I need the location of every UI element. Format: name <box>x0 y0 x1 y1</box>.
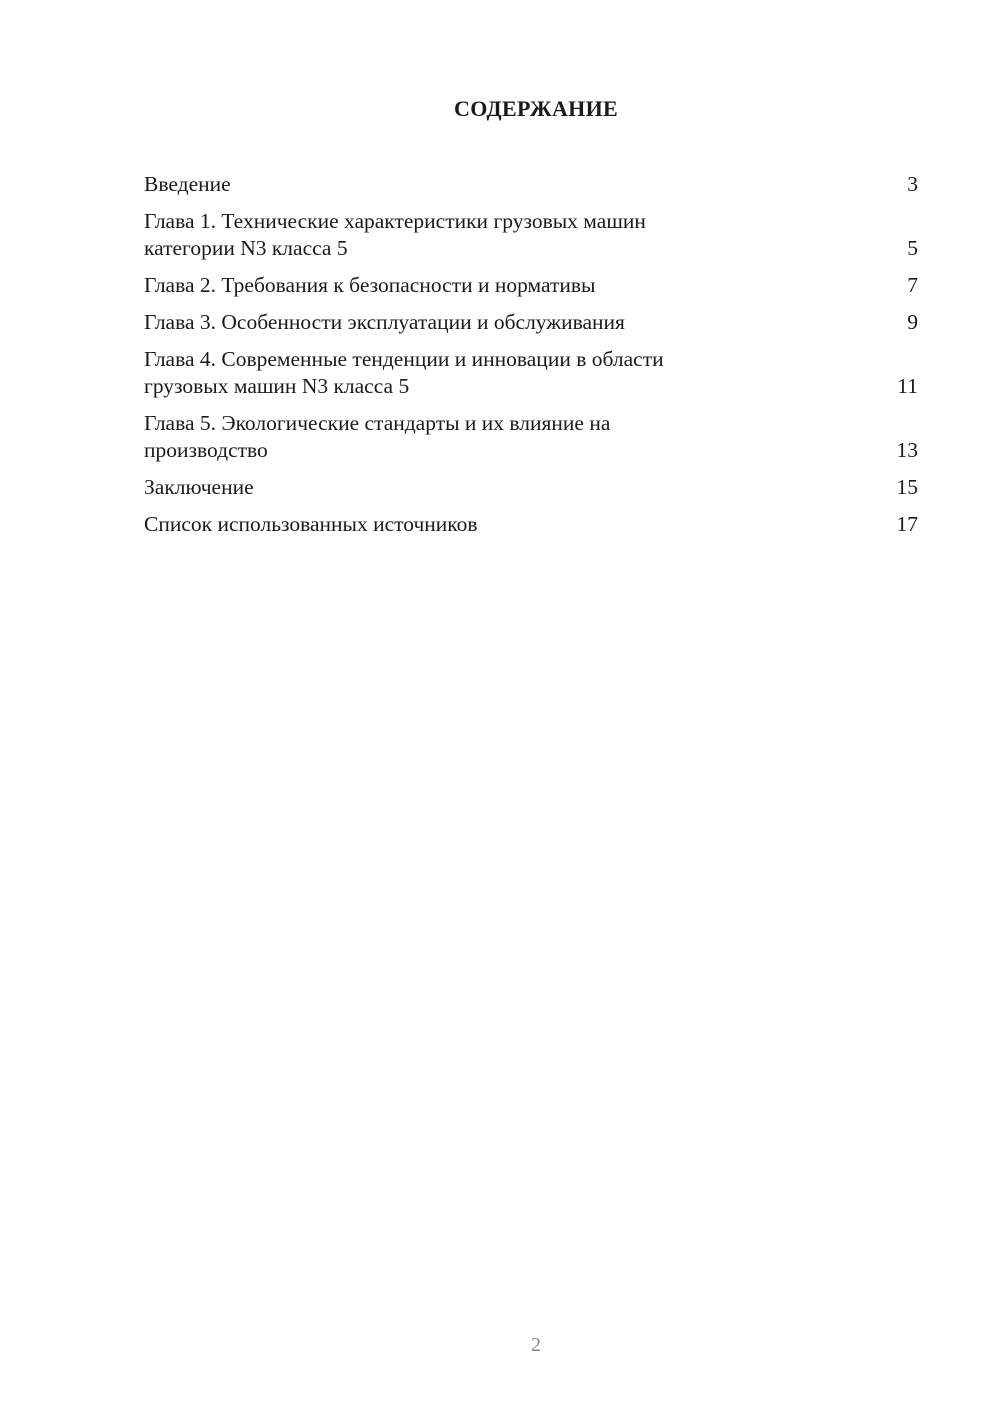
toc-title: СОДЕРЖАНИЕ <box>454 96 618 121</box>
toc-entry-chapter-3 <box>144 309 918 336</box>
toc-entry-page: 11 <box>897 374 918 398</box>
toc-entry-label: Глава 5. Экологические стандарты и их влияние на производство <box>144 411 611 462</box>
toc-entry-page: 7 <box>907 273 918 297</box>
toc-entry-label: Глава 1. Технические характеристики грузовых машин категории N3 класса 5 <box>144 209 646 260</box>
toc-entry-label: Глава 4. Современные тенденции и инновации в области грузовых машин N3 класса 5 <box>144 347 664 398</box>
toc-entry-label: Глава 3. Особенности эксплуатации и обслуживания <box>144 310 625 334</box>
toc-entry-page: 13 <box>896 438 918 462</box>
toc-entry-references <box>144 511 918 538</box>
toc-entry-chapter-2 <box>144 272 918 299</box>
toc-entry-label: Список использованных источников <box>144 512 478 536</box>
toc-entry-conclusion <box>144 474 918 501</box>
toc-entry-label: Введение <box>144 172 231 196</box>
toc-entry-page: 9 <box>907 310 918 334</box>
table-of-contents <box>144 171 918 548</box>
toc-entry-page: 17 <box>896 512 918 536</box>
toc-entry-chapter-4 <box>144 346 918 400</box>
toc-entry-page: 5 <box>907 236 918 260</box>
toc-entry-label: Глава 2. Требования к безопасности и нормативы <box>144 273 596 297</box>
toc-entry-label: Заключение <box>144 475 254 499</box>
toc-entry-introduction <box>144 171 918 198</box>
toc-entry-page: 15 <box>896 475 918 499</box>
toc-entry-chapter-1 <box>144 208 918 262</box>
page-number: 2 <box>531 1334 541 1356</box>
toc-entry-page: 3 <box>907 172 918 196</box>
toc-entry-chapter-5 <box>144 410 918 464</box>
